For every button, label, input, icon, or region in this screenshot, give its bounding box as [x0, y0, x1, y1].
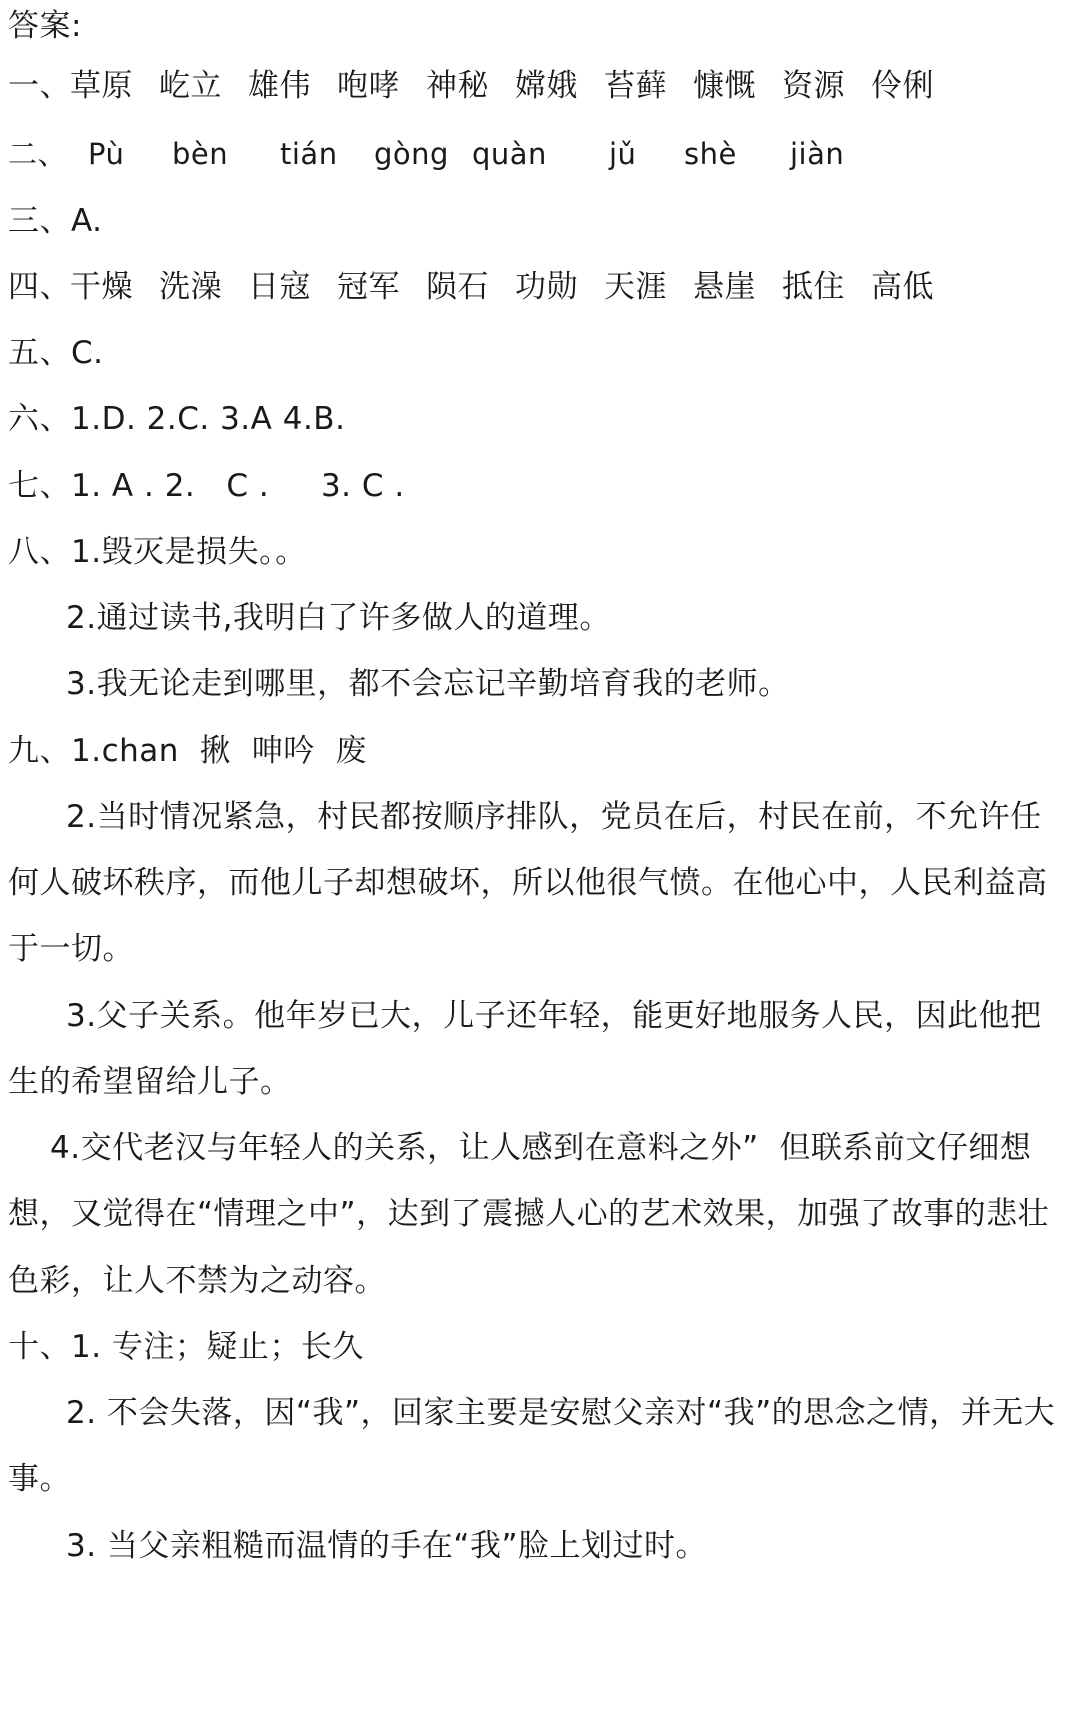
q2-pinyin: quàn	[472, 137, 547, 171]
q1-word: 嫦娥	[515, 68, 578, 104]
q4-word: 干燥	[70, 269, 133, 305]
q4-word: 高低	[871, 269, 934, 305]
q10-line-4: 3. 当父亲粗糙而温情的手在“我”脸上划过时。	[66, 1528, 708, 1564]
q1-word: 草原	[70, 68, 133, 104]
q9-line-9: 色彩，让人不禁为之动容。	[8, 1263, 386, 1299]
q2-pinyin: jiàn	[790, 137, 845, 171]
q8-line-1: 八、1.毁灭是损失。。	[8, 534, 307, 570]
q3-line: 三、A.	[8, 203, 103, 239]
answer-header: 答案:	[8, 8, 82, 44]
q8-line-3: 3.我无论走到哪里，都不会忘记辛勤培育我的老师。	[66, 666, 790, 702]
q2-pinyin: Pù	[88, 137, 125, 171]
q4-word: 冠军	[337, 269, 400, 305]
q1-label: 一、	[8, 68, 71, 104]
q4-word: 抵住	[782, 269, 845, 305]
q9-line-3: 何人破坏秩序，而他儿子却想破坏，所以他很气愤。在他心中，人民利益高	[8, 865, 1048, 901]
q4-word: 天涯	[604, 269, 667, 305]
q2-pinyin: shè	[684, 137, 737, 171]
q10-line-1: 十、1. 专注；疑止；长久	[8, 1329, 364, 1365]
q1-word: 伶俐	[871, 68, 934, 104]
q2-pinyin: gòng	[374, 137, 449, 171]
q4-word: 悬崖	[693, 269, 756, 305]
q2-pinyin: bèn	[172, 137, 229, 171]
q1-word: 慷慨	[693, 68, 756, 104]
q4-line	[8, 261, 1072, 313]
q4-label: 四、	[8, 269, 71, 305]
q1-word: 神秘	[426, 68, 489, 104]
q6-line: 六、1.D. 2.C. 3.A 4.B.	[8, 401, 346, 437]
q2-pinyin: tián	[280, 137, 338, 171]
q8-line-2: 2.通过读书,我明白了许多做人的道理。	[66, 600, 611, 636]
q1-word: 雄伟	[248, 68, 311, 104]
q1-word: 资源	[782, 68, 845, 104]
q9-line-4: 于一切。	[8, 931, 134, 967]
q10-line-2: 2. 不会失落，因“我”，回家主要是安慰父亲对“我”的思念之情，并无大	[66, 1395, 1056, 1431]
q1-word: 咆哮	[337, 68, 400, 104]
q2-label: 二、	[8, 137, 68, 171]
q5-line: 五、C.	[8, 335, 104, 371]
q1-line	[8, 60, 1072, 112]
q4-word: 陨石	[426, 269, 489, 305]
q1-word: 苔藓	[604, 68, 667, 104]
q10-line-3: 事。	[8, 1461, 71, 1497]
q4-word: 日寇	[248, 269, 311, 305]
q4-word: 功勋	[515, 269, 578, 305]
q9-line-2: 2.当时情况紧急，村民都按顺序排队，党员在后，村民在前，不允许任	[66, 799, 1042, 835]
q7-line: 七、1. A . 2. C . 3. C .	[8, 468, 405, 504]
q9-line-7: 4.交代老汉与年轻人的关系，让人感到在意料之外” 但联系前文仔细想	[50, 1130, 1032, 1166]
q9-line-1: 九、1.chan 揪 呻吟 废	[8, 733, 368, 769]
q2-line	[8, 128, 1072, 180]
q4-word: 洗澡	[159, 269, 222, 305]
q1-word: 屹立	[159, 68, 222, 104]
q2-pinyin: jǔ	[609, 137, 637, 171]
q9-line-5: 3.父子关系。他年岁已大，儿子还年轻，能更好地服务人民，因此他把	[66, 998, 1042, 1034]
q9-line-6: 生的希望留给儿子。	[8, 1064, 292, 1100]
q9-line-8: 想，又觉得在“情理之中”，达到了震撼人心的艺术效果，加强了故事的悲壮	[8, 1196, 1050, 1232]
